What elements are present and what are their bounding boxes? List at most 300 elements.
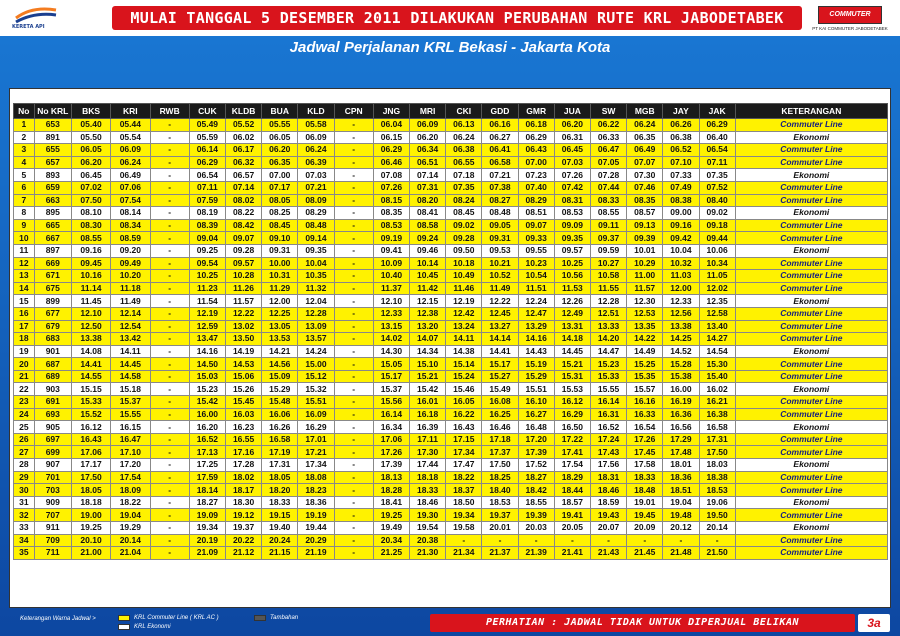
cell-no: 10 bbox=[14, 232, 35, 245]
cell-gmr: 06.43 bbox=[518, 144, 554, 157]
cell-jng: 09.41 bbox=[373, 244, 409, 257]
cell-kldb: 16.03 bbox=[225, 408, 261, 421]
cell-cki: 10.18 bbox=[446, 257, 482, 270]
cell-kldb: 13.02 bbox=[225, 320, 261, 333]
cell-kldb: 15.26 bbox=[225, 383, 261, 396]
cell-jng: 09.19 bbox=[373, 232, 409, 245]
cell-jak: 20.14 bbox=[699, 522, 735, 535]
cell-keterangan: Commuter Line bbox=[735, 320, 887, 333]
cell-cki: 13.24 bbox=[446, 320, 482, 333]
cell-jay: 14.25 bbox=[663, 333, 699, 346]
cell-gmr: 18.55 bbox=[518, 496, 554, 509]
cell-gdd: 17.18 bbox=[482, 433, 518, 446]
cell-gdd: - bbox=[482, 534, 518, 547]
cell-jay: 06.26 bbox=[663, 119, 699, 132]
cell-cki: 08.45 bbox=[446, 207, 482, 220]
cell-cuk: 11.23 bbox=[189, 282, 225, 295]
cell-jak: 09.44 bbox=[699, 232, 735, 245]
cell-jua: 18.29 bbox=[554, 471, 590, 484]
cell-bua: 07.00 bbox=[262, 169, 298, 182]
cell-mgb: 16.33 bbox=[627, 408, 663, 421]
cell-jay: 09.16 bbox=[663, 219, 699, 232]
cell-cpn: - bbox=[334, 270, 373, 283]
cell-jak: 12.35 bbox=[699, 295, 735, 308]
cell-cuk: 09.25 bbox=[189, 244, 225, 257]
cell-gdd: 10.21 bbox=[482, 257, 518, 270]
cell-cuk: 17.13 bbox=[189, 446, 225, 459]
cell-keterangan: Commuter Line bbox=[735, 547, 887, 560]
cell-rwb: - bbox=[150, 370, 189, 383]
cell-no: 15 bbox=[14, 295, 35, 308]
cell-kri: 18.09 bbox=[111, 484, 150, 497]
cell-jua: 13.31 bbox=[554, 320, 590, 333]
cell-jua: 08.53 bbox=[554, 207, 590, 220]
cell-sw: 18.59 bbox=[590, 496, 626, 509]
cell-kld: 13.09 bbox=[298, 320, 334, 333]
cell-cpn: - bbox=[334, 370, 373, 383]
cell-bua: 12.25 bbox=[262, 307, 298, 320]
cell-jak: 10.06 bbox=[699, 244, 735, 257]
column-header-jua: JUA bbox=[554, 104, 590, 119]
cell-jng: 07.08 bbox=[373, 169, 409, 182]
cell-rwb: - bbox=[150, 333, 189, 346]
cell-jak: 07.11 bbox=[699, 156, 735, 169]
cell-no-krl: 665 bbox=[34, 219, 71, 232]
cell-kldb: 08.22 bbox=[225, 207, 261, 220]
cell-mri: 06.34 bbox=[410, 144, 446, 157]
cell-cuk: 19.34 bbox=[189, 522, 225, 535]
cell-mgb: 06.35 bbox=[627, 131, 663, 144]
column-header-cpn: CPN bbox=[334, 104, 373, 119]
cell-no: 24 bbox=[14, 408, 35, 421]
cell-cpn: - bbox=[334, 471, 373, 484]
cell-bks: 09.45 bbox=[71, 257, 110, 270]
cell-kldb: 18.17 bbox=[225, 484, 261, 497]
cell-jng: 12.10 bbox=[373, 295, 409, 308]
cell-gmr: 20.03 bbox=[518, 522, 554, 535]
cell-mgb: 09.39 bbox=[627, 232, 663, 245]
cell-gdd: 06.16 bbox=[482, 119, 518, 132]
cell-gmr: 15.51 bbox=[518, 383, 554, 396]
cell-kldb: 08.02 bbox=[225, 194, 261, 207]
table-header-row bbox=[14, 104, 888, 119]
cell-kldb: 13.50 bbox=[225, 333, 261, 346]
cell-keterangan: Ekonomi bbox=[735, 207, 887, 220]
cell-bks: 17.50 bbox=[71, 471, 110, 484]
cell-gdd: 12.45 bbox=[482, 307, 518, 320]
cell-gmr: 06.18 bbox=[518, 119, 554, 132]
cell-no-krl: 689 bbox=[34, 370, 71, 383]
cell-jua: 10.56 bbox=[554, 270, 590, 283]
cell-jng: 19.49 bbox=[373, 522, 409, 535]
cell-jak: 06.54 bbox=[699, 144, 735, 157]
cell-bks: 07.50 bbox=[71, 194, 110, 207]
cell-rwb: - bbox=[150, 257, 189, 270]
cell-kldb: 05.52 bbox=[225, 119, 261, 132]
cell-bks: 15.15 bbox=[71, 383, 110, 396]
cell-no: 2 bbox=[14, 131, 35, 144]
cell-cki: 18.37 bbox=[446, 484, 482, 497]
cell-mri: 19.30 bbox=[410, 509, 446, 522]
cell-mri: 15.42 bbox=[410, 383, 446, 396]
cell-bua: 09.10 bbox=[262, 232, 298, 245]
cell-jak: 09.02 bbox=[699, 207, 735, 220]
cell-kld: 10.04 bbox=[298, 257, 334, 270]
cell-gmr: 18.27 bbox=[518, 471, 554, 484]
schedule-table bbox=[13, 103, 888, 560]
cell-cpn: - bbox=[334, 509, 373, 522]
cell-bua: 13.53 bbox=[262, 333, 298, 346]
cell-mri: 16.18 bbox=[410, 408, 446, 421]
cell-rwb: - bbox=[150, 396, 189, 409]
cell-jay: 07.33 bbox=[663, 169, 699, 182]
cell-kldb: 09.28 bbox=[225, 244, 261, 257]
commuter-logo-subtitle: PT KAI COMMUTER JABODETABEK bbox=[812, 26, 888, 31]
cell-jua: 20.05 bbox=[554, 522, 590, 535]
cell-jay: 12.00 bbox=[663, 282, 699, 295]
table-row bbox=[14, 333, 888, 346]
cell-rwb: - bbox=[150, 547, 189, 560]
cell-bks: 06.45 bbox=[71, 169, 110, 182]
cell-mri: 09.24 bbox=[410, 232, 446, 245]
cell-jak: 16.02 bbox=[699, 383, 735, 396]
table-row bbox=[14, 257, 888, 270]
cell-kri: 08.34 bbox=[111, 219, 150, 232]
cell-jua: 15.31 bbox=[554, 370, 590, 383]
cell-cki: 19.34 bbox=[446, 509, 482, 522]
cell-cuk: 19.09 bbox=[189, 509, 225, 522]
cell-gdd: 15.27 bbox=[482, 370, 518, 383]
cell-jay: 06.52 bbox=[663, 144, 699, 157]
cell-jak: 14.54 bbox=[699, 345, 735, 358]
cell-kri: 09.49 bbox=[111, 257, 150, 270]
cell-cuk: 20.19 bbox=[189, 534, 225, 547]
cell-kldb: 11.57 bbox=[225, 295, 261, 308]
cell-jay: 16.56 bbox=[663, 421, 699, 434]
cell-jng: 07.26 bbox=[373, 181, 409, 194]
cell-kld: 08.29 bbox=[298, 207, 334, 220]
cell-jak: 06.29 bbox=[699, 119, 735, 132]
cell-mgb: 21.45 bbox=[627, 547, 663, 560]
cell-bks: 08.30 bbox=[71, 219, 110, 232]
cell-cki: 17.15 bbox=[446, 433, 482, 446]
cell-kldb: 07.14 bbox=[225, 181, 261, 194]
page-title: MULAI TANGGAL 5 DESEMBER 2011 DILAKUKAN PERUBAHAN RUTE KRL JABODETABEK bbox=[130, 9, 784, 27]
cell-mri: 06.09 bbox=[410, 119, 446, 132]
cell-kld: 18.23 bbox=[298, 484, 334, 497]
cell-sw: 06.47 bbox=[590, 144, 626, 157]
cell-kld: 18.36 bbox=[298, 496, 334, 509]
cell-cpn: - bbox=[334, 547, 373, 560]
cell-keterangan: Commuter Line bbox=[735, 408, 887, 421]
table-row bbox=[14, 282, 888, 295]
cell-gmr: 18.42 bbox=[518, 484, 554, 497]
cell-keterangan: Commuter Line bbox=[735, 433, 887, 446]
cell-sw: 07.44 bbox=[590, 181, 626, 194]
cell-cpn: - bbox=[334, 282, 373, 295]
cell-no-krl: 905 bbox=[34, 421, 71, 434]
cell-mgb: 08.35 bbox=[627, 194, 663, 207]
cell-cuk: 15.03 bbox=[189, 370, 225, 383]
cell-mgb: - bbox=[627, 534, 663, 547]
cell-no-krl: 699 bbox=[34, 446, 71, 459]
cell-no: 11 bbox=[14, 244, 35, 257]
cell-keterangan: Commuter Line bbox=[735, 232, 887, 245]
cell-keterangan: Ekonomi bbox=[735, 244, 887, 257]
cell-gmr: 16.10 bbox=[518, 396, 554, 409]
cell-no-krl: 709 bbox=[34, 534, 71, 547]
cell-cpn: - bbox=[334, 169, 373, 182]
cell-gdd: 18.53 bbox=[482, 496, 518, 509]
cell-gmr: 16.27 bbox=[518, 408, 554, 421]
cell-gmr: 09.07 bbox=[518, 219, 554, 232]
cell-kri: 17.20 bbox=[111, 459, 150, 472]
cell-no-krl: 671 bbox=[34, 270, 71, 283]
cell-kld: 08.09 bbox=[298, 194, 334, 207]
cell-no-krl: 691 bbox=[34, 396, 71, 409]
cell-gdd: 19.37 bbox=[482, 509, 518, 522]
cell-jay: 18.51 bbox=[663, 484, 699, 497]
cell-bks: 11.14 bbox=[71, 282, 110, 295]
cell-rwb: - bbox=[150, 169, 189, 182]
cell-bua: 13.05 bbox=[262, 320, 298, 333]
cell-sw: 16.52 bbox=[590, 421, 626, 434]
cell-no: 28 bbox=[14, 459, 35, 472]
cell-mgb: 09.13 bbox=[627, 219, 663, 232]
cell-bua: 09.31 bbox=[262, 244, 298, 257]
cell-jua: 16.12 bbox=[554, 396, 590, 409]
cell-gmr: 10.23 bbox=[518, 257, 554, 270]
cell-bks: 21.00 bbox=[71, 547, 110, 560]
cell-bks: 16.12 bbox=[71, 421, 110, 434]
cell-cpn: - bbox=[334, 144, 373, 157]
cell-cpn: - bbox=[334, 421, 373, 434]
cell-gmr: 06.29 bbox=[518, 131, 554, 144]
cell-jua: 06.45 bbox=[554, 144, 590, 157]
cell-jua: 07.03 bbox=[554, 156, 590, 169]
cell-mri: 09.46 bbox=[410, 244, 446, 257]
cell-mri: 18.18 bbox=[410, 471, 446, 484]
cell-no-krl: 687 bbox=[34, 358, 71, 371]
cell-mri: 11.42 bbox=[410, 282, 446, 295]
cell-gmr: 07.23 bbox=[518, 169, 554, 182]
cell-no: 22 bbox=[14, 383, 35, 396]
cell-gdd: 07.21 bbox=[482, 169, 518, 182]
cell-no-krl: 901 bbox=[34, 345, 71, 358]
table-row bbox=[14, 320, 888, 333]
cell-jua: 17.41 bbox=[554, 446, 590, 459]
cell-rwb: - bbox=[150, 522, 189, 535]
cell-cpn: - bbox=[334, 320, 373, 333]
cell-cuk: 05.59 bbox=[189, 131, 225, 144]
cell-kldb: 15.45 bbox=[225, 396, 261, 409]
cell-keterangan: Ekonomi bbox=[735, 295, 887, 308]
cell-gmr: 10.54 bbox=[518, 270, 554, 283]
cell-keterangan: Commuter Line bbox=[735, 119, 887, 132]
cell-keterangan: Commuter Line bbox=[735, 219, 887, 232]
cell-cuk: 15.23 bbox=[189, 383, 225, 396]
cell-mri: 07.31 bbox=[410, 181, 446, 194]
footer-notice: PERHATIAN : JADWAL TIDAK UNTUK DIPERJUAL BELIKAN bbox=[486, 617, 799, 628]
cell-sw: 20.07 bbox=[590, 522, 626, 535]
cell-kldb: 14.53 bbox=[225, 358, 261, 371]
cell-no: 8 bbox=[14, 207, 35, 220]
cell-bua: 11.29 bbox=[262, 282, 298, 295]
cell-no-krl: 893 bbox=[34, 169, 71, 182]
cell-sw: 07.05 bbox=[590, 156, 626, 169]
cell-jak: 12.02 bbox=[699, 282, 735, 295]
cell-no-krl: 669 bbox=[34, 257, 71, 270]
cell-kldb: 12.22 bbox=[225, 307, 261, 320]
cell-no-krl: 679 bbox=[34, 320, 71, 333]
cell-jua: 14.18 bbox=[554, 333, 590, 346]
cell-bks: 13.38 bbox=[71, 333, 110, 346]
cell-jua: 12.49 bbox=[554, 307, 590, 320]
cell-keterangan: Commuter Line bbox=[735, 358, 887, 371]
cell-cpn: - bbox=[334, 194, 373, 207]
cell-kld: 16.29 bbox=[298, 421, 334, 434]
cell-rwb: - bbox=[150, 194, 189, 207]
cell-no-krl: 911 bbox=[34, 522, 71, 535]
cell-gdd: 15.49 bbox=[482, 383, 518, 396]
cell-cpn: - bbox=[334, 446, 373, 459]
cell-cki: 15.14 bbox=[446, 358, 482, 371]
cell-rwb: - bbox=[150, 484, 189, 497]
cell-sw: 15.55 bbox=[590, 383, 626, 396]
cell-rwb: - bbox=[150, 471, 189, 484]
cell-keterangan: Commuter Line bbox=[735, 307, 887, 320]
cell-kldb: 11.26 bbox=[225, 282, 261, 295]
cell-sw: 09.11 bbox=[590, 219, 626, 232]
cell-cuk: 14.16 bbox=[189, 345, 225, 358]
cell-jak: 10.34 bbox=[699, 257, 735, 270]
cell-keterangan: Commuter Line bbox=[735, 446, 887, 459]
cell-mgb: 11.57 bbox=[627, 282, 663, 295]
cell-cki: 11.46 bbox=[446, 282, 482, 295]
cell-keterangan: Commuter Line bbox=[735, 282, 887, 295]
cell-no: 7 bbox=[14, 194, 35, 207]
cell-gdd: 18.40 bbox=[482, 484, 518, 497]
cell-sw: 11.55 bbox=[590, 282, 626, 295]
cell-jua: 15.53 bbox=[554, 383, 590, 396]
column-header-jay: JAY bbox=[663, 104, 699, 119]
cell-no-krl: 697 bbox=[34, 433, 71, 446]
cell-jay: 15.38 bbox=[663, 370, 699, 383]
cell-no: 14 bbox=[14, 282, 35, 295]
cell-jak: 12.58 bbox=[699, 307, 735, 320]
cell-kld: 09.35 bbox=[298, 244, 334, 257]
cell-cki: 18.22 bbox=[446, 471, 482, 484]
cell-jak: 19.06 bbox=[699, 496, 735, 509]
cell-jak: 06.40 bbox=[699, 131, 735, 144]
cell-bks: 17.17 bbox=[71, 459, 110, 472]
cell-mgb: 18.48 bbox=[627, 484, 663, 497]
table-row bbox=[14, 358, 888, 371]
cell-bks: 14.08 bbox=[71, 345, 110, 358]
cell-jng: 08.53 bbox=[373, 219, 409, 232]
cell-bks: 08.10 bbox=[71, 207, 110, 220]
cell-sw: 16.14 bbox=[590, 396, 626, 409]
cell-kri: 15.55 bbox=[111, 408, 150, 421]
cell-mgb: 17.26 bbox=[627, 433, 663, 446]
cell-no: 18 bbox=[14, 333, 35, 346]
cell-mgb: 16.54 bbox=[627, 421, 663, 434]
cell-mri: 13.20 bbox=[410, 320, 446, 333]
cell-no: 5 bbox=[14, 169, 35, 182]
cell-kldb: 10.28 bbox=[225, 270, 261, 283]
cell-sw: 16.31 bbox=[590, 408, 626, 421]
cell-jay: 09.42 bbox=[663, 232, 699, 245]
cell-mri: 08.41 bbox=[410, 207, 446, 220]
legend-text-ekonomi: KRL Ekonomi bbox=[134, 624, 171, 630]
table-row bbox=[14, 534, 888, 547]
cell-kri: 15.37 bbox=[111, 396, 150, 409]
cell-keterangan: Commuter Line bbox=[735, 484, 887, 497]
cell-kri: 11.49 bbox=[111, 295, 150, 308]
cell-cpn: - bbox=[334, 459, 373, 472]
cell-cuk: 16.00 bbox=[189, 408, 225, 421]
cell-jng: 12.33 bbox=[373, 307, 409, 320]
cell-mri: 06.51 bbox=[410, 156, 446, 169]
cell-mri: 15.10 bbox=[410, 358, 446, 371]
cell-bua: 17.31 bbox=[262, 459, 298, 472]
cell-gdd: 11.49 bbox=[482, 282, 518, 295]
cell-gdd: 09.53 bbox=[482, 244, 518, 257]
cell-jng: 14.02 bbox=[373, 333, 409, 346]
cell-kldb: 06.32 bbox=[225, 156, 261, 169]
cell-bua: 18.33 bbox=[262, 496, 298, 509]
cell-cki: 07.18 bbox=[446, 169, 482, 182]
cell-cuk: 08.39 bbox=[189, 219, 225, 232]
cell-jay: 17.29 bbox=[663, 433, 699, 446]
cell-cpn: - bbox=[334, 307, 373, 320]
cell-jng: 20.34 bbox=[373, 534, 409, 547]
cell-rwb: - bbox=[150, 408, 189, 421]
table-row bbox=[14, 408, 888, 421]
cell-jng: 19.25 bbox=[373, 509, 409, 522]
cell-mri: 10.14 bbox=[410, 257, 446, 270]
cell-no: 13 bbox=[14, 270, 35, 283]
cell-mgb: 15.57 bbox=[627, 383, 663, 396]
cell-jak: 13.40 bbox=[699, 320, 735, 333]
cell-bks: 18.18 bbox=[71, 496, 110, 509]
cell-keterangan: Ekonomi bbox=[735, 421, 887, 434]
column-header-jng: JNG bbox=[373, 104, 409, 119]
cell-jng: 21.25 bbox=[373, 547, 409, 560]
cell-no-krl: 701 bbox=[34, 471, 71, 484]
cell-jua: 18.44 bbox=[554, 484, 590, 497]
cell-rwb: - bbox=[150, 295, 189, 308]
cell-jay: 12.33 bbox=[663, 295, 699, 308]
cell-rwb: - bbox=[150, 509, 189, 522]
cell-kld: 07.21 bbox=[298, 181, 334, 194]
cell-cpn: - bbox=[334, 232, 373, 245]
cell-keterangan: Commuter Line bbox=[735, 194, 887, 207]
cell-gdd: 16.46 bbox=[482, 421, 518, 434]
cell-mgb: 07.07 bbox=[627, 156, 663, 169]
cell-cpn: - bbox=[334, 156, 373, 169]
cell-mgb: 18.33 bbox=[627, 471, 663, 484]
cell-gdd: 16.08 bbox=[482, 396, 518, 409]
cell-no-krl: 895 bbox=[34, 207, 71, 220]
cell-kldb: 18.02 bbox=[225, 471, 261, 484]
cell-kri: 14.45 bbox=[111, 358, 150, 371]
cell-rwb: - bbox=[150, 459, 189, 472]
cell-jay: - bbox=[663, 534, 699, 547]
cell-kld: 15.12 bbox=[298, 370, 334, 383]
cell-jak: 18.38 bbox=[699, 471, 735, 484]
cell-mri: 18.33 bbox=[410, 484, 446, 497]
